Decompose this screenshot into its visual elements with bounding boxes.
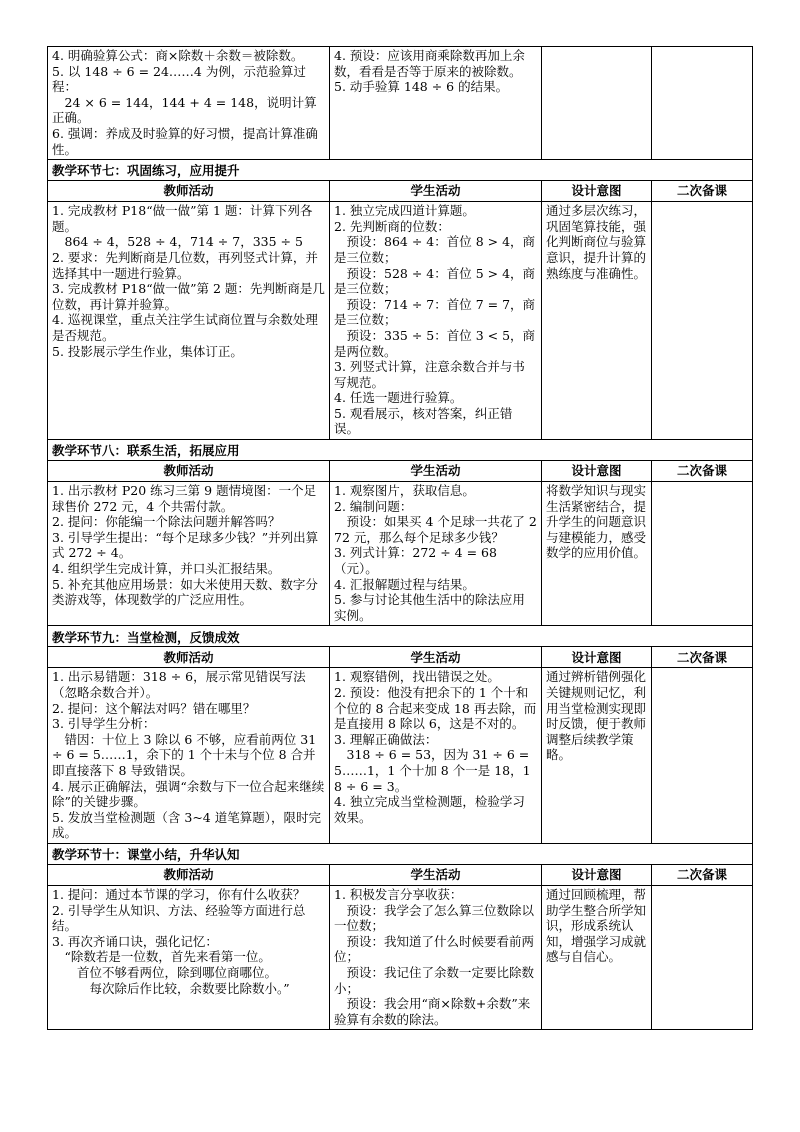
column-header: 教师活动	[48, 864, 330, 885]
cell-line: 预设：714 ÷ 7：首位 7 = 7，商是三位数；	[334, 296, 536, 328]
second-prep-cell	[652, 668, 753, 844]
cell-line: 4. 明确验算公式：商×除数＋余数＝被除数。	[52, 48, 304, 63]
cell-line: 1. 提问：通过本节课的学习，你有什么收获？	[52, 886, 306, 902]
second-prep-cell	[652, 885, 753, 1029]
section-title-row	[48, 440, 753, 461]
cell-line: 3. 再次齐诵口诀，强化记忆：	[52, 933, 218, 949]
column-header: 学生活动	[330, 864, 542, 885]
cell-line: 24 × 6 = 144，144 + 4 = 148，说明计算正确。	[52, 94, 317, 126]
cell-line: 4. 独立完成当堂检测题，检验学习效果。	[334, 794, 525, 825]
section-title: 教学环节八：联系生活，拓展应用	[48, 440, 753, 461]
column-header: 二次备课	[652, 647, 753, 668]
cell-line: 4. 预设：应该用商乘除数再加上余数，看看是否等于原来的被除数。	[334, 48, 525, 79]
cell-line: 2. 编制问题：	[334, 498, 413, 514]
cell-line: 1. 独立完成四道计算题。	[334, 203, 475, 219]
teacher-activity-cell	[48, 885, 330, 1029]
cell-line: 2. 预设：他没有把余下的 1 个十和个位的 8 合起来变成 18 再去除，而是直接用 8 除以 6，这是不对的。	[334, 685, 537, 732]
second-prep-cell	[652, 482, 753, 626]
column-header: 学生活动	[330, 181, 542, 202]
cell-line: 3. 完成教材 P18“做一做”第 2 题：先判断商是几位数，再计算并验算。	[52, 281, 325, 312]
section-title: 教学环节七：巩固练习，应用提升	[48, 160, 753, 181]
cell-line: 318 ÷ 6 = 53，因为 31 ÷ 6 = 5……1，1 个十加 8 个一是 18，18 ÷ 6 = 3。	[334, 747, 531, 794]
cell-line: 每次除后作比较，余数要比除数小。”	[89, 980, 290, 996]
cell-line: 5. 补充其他应用场景：如大米使用天数、数字分类游戏等，体现数学的广泛应用性。	[52, 576, 318, 608]
cell-line: 2. 要求：先判断商是几位数，再列竖式计算，并选择其中一题进行验算。	[52, 249, 318, 281]
column-header: 设计意图	[542, 461, 652, 482]
student-activity-cell	[330, 202, 542, 440]
cell-line: 2. 提问：这个解法对吗？错在哪里？	[52, 700, 256, 716]
cell-line: 1. 观察错例，找出错误之处。	[334, 669, 500, 685]
cell-line: 5. 动手验算 148 ÷ 6 的结果。	[334, 79, 509, 95]
cell-line: 预设：528 ÷ 4：首位 5 > 4，商是三位数；	[334, 265, 536, 297]
cell-line: 3. 列竖式计算，注意余数合并与书写规范。	[334, 359, 525, 390]
cell-line: 1. 完成教材 P18“做一做”第 1 题：计算下列各题。	[52, 203, 313, 234]
cell-line: 4. 组织学生完成计算，并口头汇报结果。	[52, 561, 281, 577]
second-prep-cell	[652, 202, 753, 440]
column-header: 教师活动	[48, 647, 330, 668]
table-body	[48, 47, 753, 1030]
section-title-row	[48, 626, 753, 647]
cell-line: 预设：我会用“商×除数+余数”来验算有余数的除法。	[334, 996, 531, 1027]
column-header: 学生活动	[330, 647, 542, 668]
cell-line: 5. 参与讨论其他生活中的除法应用实例。	[334, 592, 525, 623]
cell-line: 1. 观察图片，获取信息。	[334, 483, 475, 499]
section-title: 教学环节十：课堂小结，升华认知	[48, 843, 753, 864]
cell-line: 首位不够看两位，除到哪位商哪位。	[77, 964, 278, 980]
cell-line: 4. 汇报解题过程与结果。	[334, 576, 475, 592]
column-header: 二次备课	[652, 461, 753, 482]
table-row	[48, 482, 753, 626]
table-row	[48, 668, 753, 844]
design-intent-cell: 将数学知识与现实生活紧密结合，提升学生的问题意识与建模能力，感受数学的应用价值。	[542, 482, 652, 626]
cell-line: 预设：我学会了怎么算三位数除以一位数；	[334, 902, 535, 934]
column-header: 二次备课	[652, 864, 753, 885]
cell-line: 预设：335 ÷ 5：首位 3 < 5，商是两位数。	[334, 327, 536, 359]
design-intent-cell: 通过回顾梳理，帮助学生整合所学知识，形成系统认知，增强学习成就感与自信心。	[542, 885, 652, 1029]
cell-line: 预设：我知道了什么时候要看前两位；	[334, 933, 535, 965]
cell-line: 2. 先判断商的位数：	[334, 218, 450, 234]
cell-line: 6. 强调：养成及时验算的好习惯，提高计算准确性。	[52, 125, 318, 157]
cell-line: 预设：我记住了余数一定要比除数小；	[334, 964, 535, 996]
lesson-plan-table	[47, 46, 753, 1030]
cell-line: “除数若是一位数，首先来看第一位。	[64, 949, 271, 965]
cell-line: 3. 引导学生提出：“每个足球多少钱？”并列出算式 272 ÷ 4。	[52, 529, 319, 561]
teacher-activity-cell	[48, 668, 330, 844]
column-header-row	[48, 647, 753, 668]
student-activity-cell	[330, 47, 542, 160]
teacher-activity-cell	[48, 482, 330, 626]
cell-line: 4. 展示正确解法，强调“余数与下一位合起来继续除”的关键步骤。	[52, 778, 325, 810]
teacher-activity-cell	[48, 202, 330, 440]
design-intent-cell: 通过辨析错例强化关键规则记忆，利用当堂检测实现即时反馈，便于教师调整后续教学策略。	[542, 668, 652, 844]
column-header: 设计意图	[542, 181, 652, 202]
column-header: 二次备课	[652, 181, 753, 202]
cell-line: 5. 发放当堂检测题（含 3~4 道笔算题），限时完成。	[52, 809, 321, 841]
cell-line: 4. 任选一题进行验算。	[334, 390, 463, 406]
cell-line: 5. 观看展示，核对答案，纠正错误。	[334, 405, 513, 437]
table-row	[48, 885, 753, 1029]
cell-line: 4. 巡视课堂，重点关注学生试商位置与余数处理是否规范。	[52, 312, 318, 343]
cell-line: 3. 理解正确做法：	[334, 731, 438, 747]
column-header: 设计意图	[542, 647, 652, 668]
table-row	[48, 47, 753, 160]
column-header: 学生活动	[330, 461, 542, 482]
design-intent-cell	[542, 47, 652, 160]
cell-line: 1. 出示易错题：318 ÷ 6，展示常见错误写法（忽略余数合并）。	[52, 669, 306, 700]
cell-line: 3. 列式计算：272 ÷ 4 = 68（元）。	[334, 545, 497, 577]
column-header: 教师活动	[48, 181, 330, 202]
student-activity-cell	[330, 482, 542, 626]
cell-line: 2. 提问：你能编一个除法问题并解答吗？	[52, 514, 281, 530]
section-title: 教学环节九：当堂检测，反馈成效	[48, 626, 753, 647]
cell-line: 864 ÷ 4，528 ÷ 4，714 ÷ 7，335 ÷ 5	[64, 234, 303, 250]
teacher-activity-cell	[48, 47, 330, 160]
student-activity-cell	[330, 885, 542, 1029]
column-header-row	[48, 461, 753, 482]
second-prep-cell	[652, 47, 753, 160]
column-header: 教师活动	[48, 461, 330, 482]
student-activity-cell	[330, 668, 542, 844]
cell-line: 错因：十位上 3 除以 6 不够，应看前两位 31 ÷ 6 = 5……1，余下的 1 个十未与个位 8 合并即直接落下 8 导致错误。	[52, 731, 317, 778]
column-header-row	[48, 181, 753, 202]
design-intent-cell: 通过多层次练习，巩固笔算技能，强化判断商位与验算意识，提升计算的熟练度与准确性。	[542, 202, 652, 440]
cell-line: 2. 引导学生从知识、方法、经验等方面进行总结。	[52, 902, 306, 934]
cell-line: 预设：864 ÷ 4：首位 8 > 4，商是三位数；	[334, 234, 536, 265]
column-header: 设计意图	[542, 864, 652, 885]
cell-line: 3. 引导学生分析：	[52, 716, 156, 732]
column-header-row	[48, 864, 753, 885]
table-row	[48, 202, 753, 440]
lesson-plan-sheet	[47, 46, 752, 1030]
cell-line: 5. 以 148 ÷ 6 = 24……4 为例，示范验算过程：	[52, 63, 306, 95]
cell-line: 1. 出示教材 P20 练习三第 9 题情境图：一个足球售价 272 元，4 个共需付款。	[52, 483, 317, 514]
cell-line: 1. 积极发言分享收获：	[334, 886, 463, 902]
cell-line: 预设：如果买 4 个足球一共花了 272 元，那么每个足球多少钱？	[334, 514, 537, 545]
section-title-row	[48, 160, 753, 181]
section-title-row	[48, 843, 753, 864]
cell-line: 5. 投影展示学生作业，集体订正。	[52, 343, 243, 359]
